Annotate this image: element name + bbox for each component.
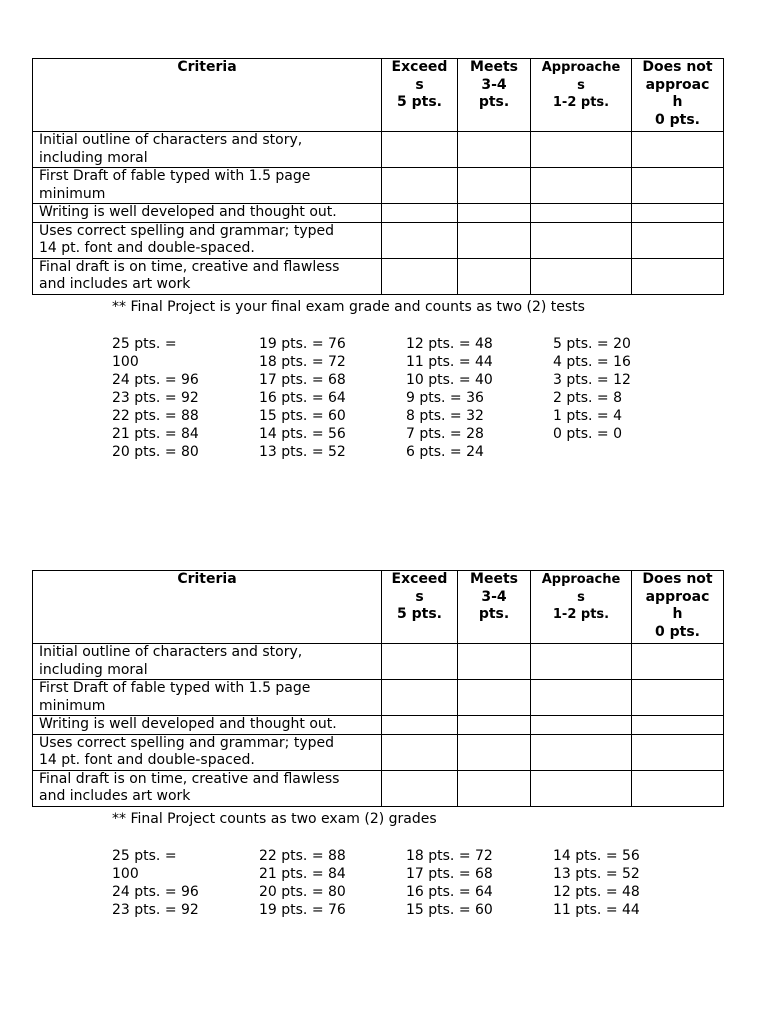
grading-note-2: ** Final Project counts as two exam (2) grades	[112, 811, 437, 827]
approaches-header: Approache s 1-2 pts.	[531, 571, 632, 644]
grade-entry: 22 pts. = 88	[112, 408, 199, 424]
grade-entry: 12 pts. = 48	[406, 336, 493, 352]
grade-entry: 3 pts. = 12	[553, 372, 631, 388]
grade-entry: 16 pts. = 64	[406, 884, 493, 900]
criteria-cell: Initial outline of characters and story, including moral	[33, 644, 382, 680]
grade-entry: 18 pts. = 72	[259, 354, 346, 370]
score-cell	[458, 168, 531, 204]
score-cell	[632, 770, 724, 806]
score-cell	[632, 716, 724, 735]
grade-entry: 25 pts. =	[112, 336, 177, 352]
criteria-cell: Initial outline of characters and story, including moral	[33, 132, 382, 168]
grade-entry: 10 pts. = 40	[406, 372, 493, 388]
score-cell	[632, 168, 724, 204]
grade-entry: 20 pts. = 80	[259, 884, 346, 900]
grade-column	[406, 335, 553, 461]
grading-note-1: ** Final Project is your final exam grade and counts as two (2) tests	[112, 299, 585, 315]
grade-entry: 17 pts. = 68	[406, 866, 493, 882]
grade-entry: 19 pts. = 76	[259, 336, 346, 352]
score-cell	[632, 258, 724, 294]
grade-column	[553, 847, 700, 919]
grade-column	[112, 335, 259, 461]
table-row	[33, 644, 724, 680]
grade-entry: 8 pts. = 32	[406, 408, 484, 424]
meets-header: Meets 3-4 pts.	[458, 59, 531, 132]
grade-entry: 19 pts. = 76	[259, 902, 346, 918]
rubric-table-2	[32, 570, 724, 807]
grade-column	[259, 847, 406, 919]
grade-entry: 13 pts. = 52	[553, 866, 640, 882]
score-cell	[531, 168, 632, 204]
score-cell	[382, 770, 458, 806]
grade-column	[259, 335, 406, 461]
table-row	[33, 716, 724, 735]
grade-entry: 5 pts. = 20	[553, 336, 631, 352]
score-cell	[382, 168, 458, 204]
grade-entry: 9 pts. = 36	[406, 390, 484, 406]
grade-entry: 23 pts. = 92	[112, 902, 199, 918]
score-cell	[458, 644, 531, 680]
grade-entry: 0 pts. = 0	[553, 426, 623, 442]
grade-entry: 2 pts. = 8	[553, 390, 623, 406]
score-cell	[382, 644, 458, 680]
score-cell	[531, 222, 632, 258]
grade-entry: 20 pts. = 80	[112, 444, 199, 460]
grade-entry: 7 pts. = 28	[406, 426, 484, 442]
grade-column	[406, 847, 553, 919]
table-row	[33, 222, 724, 258]
score-cell	[632, 734, 724, 770]
grade-entry: 24 pts. = 96	[112, 372, 199, 388]
score-cell	[632, 132, 724, 168]
criteria-cell: First Draft of fable typed with 1.5 page minimum	[33, 168, 382, 204]
grade-entry: 24 pts. = 96	[112, 884, 199, 900]
score-cell	[382, 258, 458, 294]
score-cell	[458, 204, 531, 223]
grade-entry: 17 pts. = 68	[259, 372, 346, 388]
exceeds-header: Exceed s 5 pts.	[382, 571, 458, 644]
score-cell	[382, 222, 458, 258]
grade-entry: 21 pts. = 84	[259, 866, 346, 882]
score-cell	[458, 222, 531, 258]
grade-column	[553, 335, 700, 461]
exceeds-header: Exceed s 5 pts.	[382, 59, 458, 132]
grade-scale-2	[112, 847, 700, 919]
table-row	[33, 132, 724, 168]
score-cell	[632, 644, 724, 680]
score-cell	[531, 204, 632, 223]
score-cell	[531, 680, 632, 716]
score-cell	[531, 258, 632, 294]
score-cell	[382, 680, 458, 716]
grade-entry: 12 pts. = 48	[553, 884, 640, 900]
score-cell	[458, 132, 531, 168]
criteria-cell: Uses correct spelling and grammar; typed 14 pt. font and double-spaced.	[33, 222, 382, 258]
score-cell	[531, 644, 632, 680]
score-cell	[382, 716, 458, 735]
table-row	[33, 168, 724, 204]
meets-header: Meets 3-4 pts.	[458, 571, 531, 644]
does-not-approach-header: Does not approac h 0 pts.	[632, 59, 724, 132]
score-cell	[531, 716, 632, 735]
grade-entry: 11 pts. = 44	[553, 902, 640, 918]
grade-column	[112, 847, 259, 919]
criteria-cell: Uses correct spelling and grammar; typed 14 pt. font and double-spaced.	[33, 734, 382, 770]
score-cell	[382, 204, 458, 223]
score-cell	[458, 716, 531, 735]
score-cell	[458, 770, 531, 806]
grade-entry: 25 pts. =	[112, 848, 177, 864]
score-cell	[632, 222, 724, 258]
grade-entry: 21 pts. = 84	[112, 426, 199, 442]
grade-entry: 13 pts. = 52	[259, 444, 346, 460]
criteria-header: Criteria	[33, 59, 382, 132]
grade-entry: 15 pts. = 60	[259, 408, 346, 424]
criteria-cell: First Draft of fable typed with 1.5 page minimum	[33, 680, 382, 716]
grade-entry: 14 pts. = 56	[553, 848, 640, 864]
rubric-header-row	[33, 59, 724, 132]
rubric-table-1	[32, 58, 724, 295]
table-row	[33, 680, 724, 716]
score-cell	[531, 770, 632, 806]
table-row	[33, 258, 724, 294]
grade-entry: 23 pts. = 92	[112, 390, 199, 406]
score-cell	[632, 680, 724, 716]
table-row	[33, 734, 724, 770]
criteria-header: Criteria	[33, 571, 382, 644]
criteria-cell: Final draft is on time, creative and flawless and includes art work	[33, 258, 382, 294]
score-cell	[382, 132, 458, 168]
grade-entry: 22 pts. = 88	[259, 848, 346, 864]
score-cell	[458, 734, 531, 770]
grade-entry: 16 pts. = 64	[259, 390, 346, 406]
score-cell	[382, 734, 458, 770]
does-not-approach-header: Does not approac h 0 pts.	[632, 571, 724, 644]
rubric-header-row	[33, 571, 724, 644]
approaches-header: Approache s 1-2 pts.	[531, 59, 632, 132]
criteria-cell: Writing is well developed and thought out.	[33, 204, 382, 223]
table-row	[33, 204, 724, 223]
grade-entry: 18 pts. = 72	[406, 848, 493, 864]
grade-scale-1	[112, 335, 700, 461]
grade-entry: 4 pts. = 16	[553, 354, 631, 370]
criteria-cell: Writing is well developed and thought out.	[33, 716, 382, 735]
grade-entry: 100	[112, 354, 139, 370]
criteria-cell: Final draft is on time, creative and flawless and includes art work	[33, 770, 382, 806]
table-row	[33, 770, 724, 806]
score-cell	[531, 734, 632, 770]
grade-entry: 100	[112, 866, 139, 882]
score-cell	[531, 132, 632, 168]
score-cell	[458, 680, 531, 716]
grade-entry: 6 pts. = 24	[406, 444, 484, 460]
grade-entry: 1 pts. = 4	[553, 408, 623, 424]
grade-entry: 15 pts. = 60	[406, 902, 493, 918]
score-cell	[458, 258, 531, 294]
grade-entry: 14 pts. = 56	[259, 426, 346, 442]
grade-entry: 11 pts. = 44	[406, 354, 493, 370]
score-cell	[632, 204, 724, 223]
